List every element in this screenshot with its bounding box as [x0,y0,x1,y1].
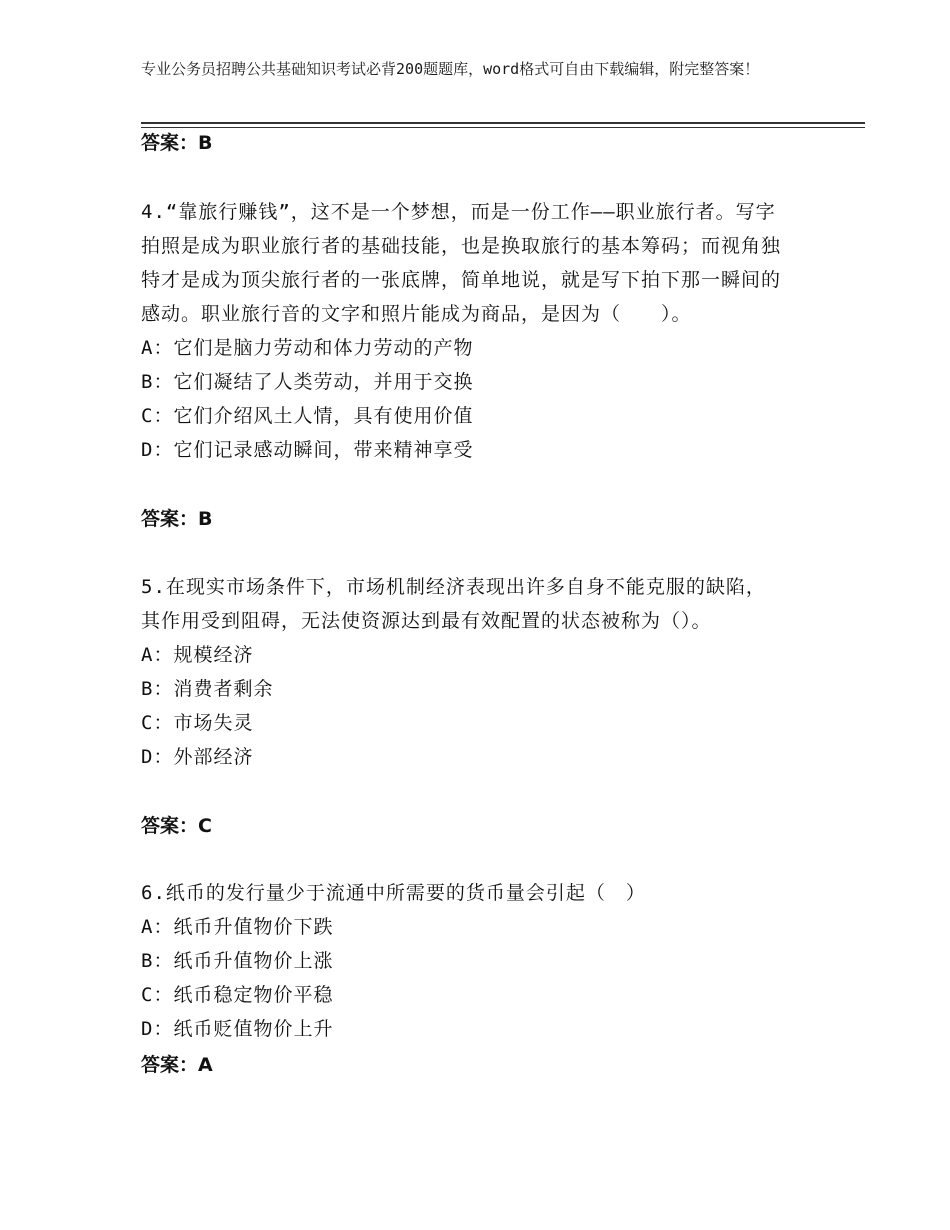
answer-line: 答案：B [141,508,213,530]
option-a: A：纸币升值物价下跌 [141,916,334,938]
option-c: C：它们介绍风土人情，具有使用价值 [141,405,474,427]
question-block [141,876,781,1046]
question-block [141,195,781,467]
question-stem: 4.“靠旅行赚钱”，这不是一个梦想，而是一份工作——职业旅行者。写字拍照是成为职业旅行者的基础技能，也是换取旅行的基本筹码；而视角独特才是成为顶尖旅行者的一张底牌，简单地说，就是写下拍下那一瞬间的感动。职业旅行音的文字和照片能成为商品，是因为（ ）。 [141,201,782,325]
option-c: C：市场失灵 [141,712,254,734]
option-d: D：它们记录感动瞬间，带来精神享受 [141,439,474,461]
header-rule-thin [141,127,865,128]
option-b: B：消费者剩余 [141,678,274,700]
question-stem: 5.在现实市场条件下，市场机制经济表现出许多自身不能克服的缺陷，其作用受到阻碍，无法使资源达到最有效配置的状态被称为（）。 [141,576,766,632]
page-header: 专业公务员招聘公共基础知识考试必背200题题库，word格式可自由下载编辑，附完整答案！ [141,60,760,78]
question-stem: 6.纸币的发行量少于流通中所需要的货币量会引起（ ） [141,882,646,904]
answer-line: 答案：B [141,132,213,154]
answer-line: 答案：A [141,1054,213,1076]
option-d: D：外部经济 [141,746,254,768]
option-c: C：纸币稳定物价平稳 [141,984,334,1006]
header-rule-thick [141,122,865,124]
answer-line: 答案：C [141,815,212,837]
option-a: A：规模经济 [141,644,254,666]
option-d: D：纸币贬值物价上升 [141,1018,334,1040]
option-b: B：它们凝结了人类劳动，并用于交换 [141,371,474,393]
option-a: A：它们是脑力劳动和体力劳动的产物 [141,337,474,359]
question-block [141,570,781,774]
option-b: B：纸币升值物价上涨 [141,950,334,972]
